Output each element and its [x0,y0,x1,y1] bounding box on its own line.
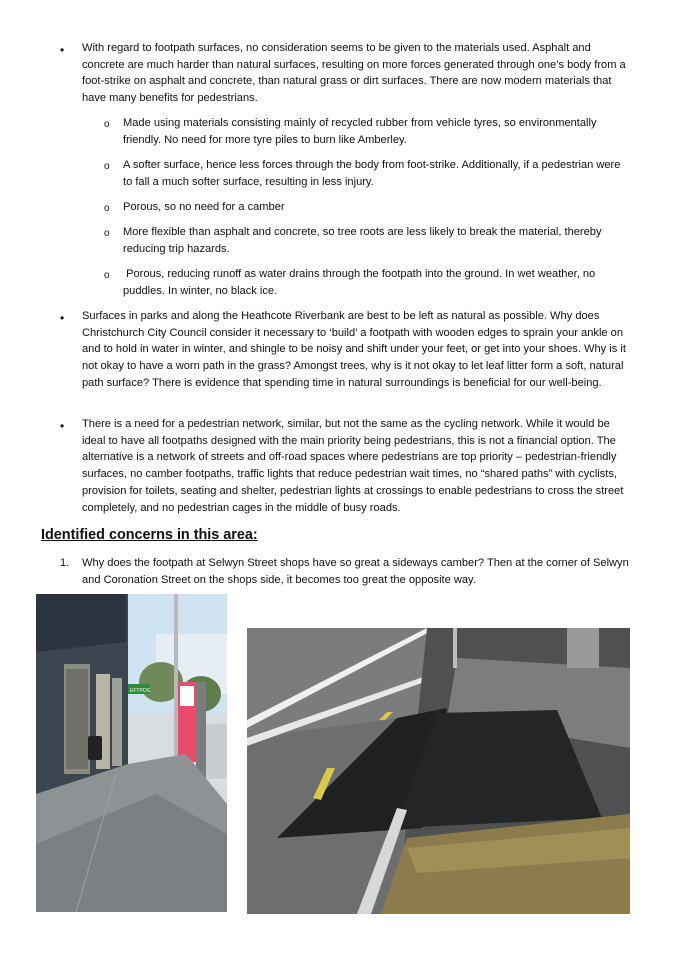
sub-item-porous-runoff: Porous, reducing runoff as water drains through the footpath into the ground. In wet weather, no puddles. In winter, no black ice. [123,268,599,297]
numbered-item-camber: Why does the footpath at Selwyn Street shops have so great a sideways camber? Then at the corner of Selwyn and Coronation Street on the shops side, it becomes too great the opposite way. [82,557,629,586]
sub-item-porous-camber: Porous, so no need for a camber [123,201,285,213]
bullet-paragraph-surfaces: With regard to footpath surfaces, no consideration seems to be given to the materials used. Asphalt and concrete are much harder than natural surfaces, resulting on more forces generated through one’s body from a foot-strike on asphalt and concrete, than natural grass or dirt surfaces. There are now modern materials that have many benefits for pedestrians. [82,42,626,105]
bullet-marker: • [60,43,65,57]
bullet-paragraph-parks: Surfaces in parks and along the Heathcote Riverbank are best to be left as natural as possible. Why does Christchurch City Council consider it necessary to ‘build’ a footpath with wooden edges to sprain your ankle on and to hold in water in winter, and shingle to be noisy and shift under your feet, or get into your shoes. Why is it not okay to have a worn path in the grass? Amongst trees, why is it not okay to let leaf litter form a soft, natural path surface? There is evidence that spending time in natural surroundings is beneficial for our well-being. [82,310,626,389]
bullet-marker: • [60,419,65,433]
sub-bullet-marker: o [104,228,110,239]
shop-sign-text: EFTPOS [130,688,151,694]
sub-bullet-marker: o [104,161,110,172]
photo-shop-footpath [36,594,227,912]
shop-footpath-illustration [36,594,227,912]
sub-item-flexible: More flexible than asphalt and concrete, so tree roots are less likely to break the material, thereby reducing trip hazards. [123,226,602,255]
bullet-paragraph-network: There is a need for a pedestrian network, similar, but not the same as the cycling network. While it would be ideal to have all footpaths designed with the main priority being pedestrians, this is not a financial option. The alternative is a network of streets and off-road spaces where pedestrians are top priority – pedestrian-friendly surfaces, no camber footpaths, traffic lights that reduce pedestrian wait times, no “shared paths” with cyclists, provision for toilets, seating and shelter, pedestrian lights at crossings to enable pedestrians to cross the street completely, and no pedestrian cages in the middle of busy roads. [82,418,624,514]
sub-item-recycled-rubber: Made using materials consisting mainly of recycled rubber from vehicle tyres, so environmentally friendly. No need for more tyre piles to burn like Amberley. [123,117,597,146]
list-number: 1. [60,557,70,569]
sub-item-softer-surface: A softer surface, hence less forces through the body from foot-strike. Additionally, if a pedestrian were to fall a much softer surface, resulting in less injury. [123,159,621,188]
sub-bullet-marker: o [104,119,110,130]
bullet-marker: • [60,311,65,325]
road-camber-illustration [247,628,630,914]
sub-bullet-marker: o [104,203,110,214]
photo-road-camber [247,628,630,914]
section-heading: Identified concerns in this area: [41,527,258,543]
sub-bullet-marker: o [104,270,110,281]
